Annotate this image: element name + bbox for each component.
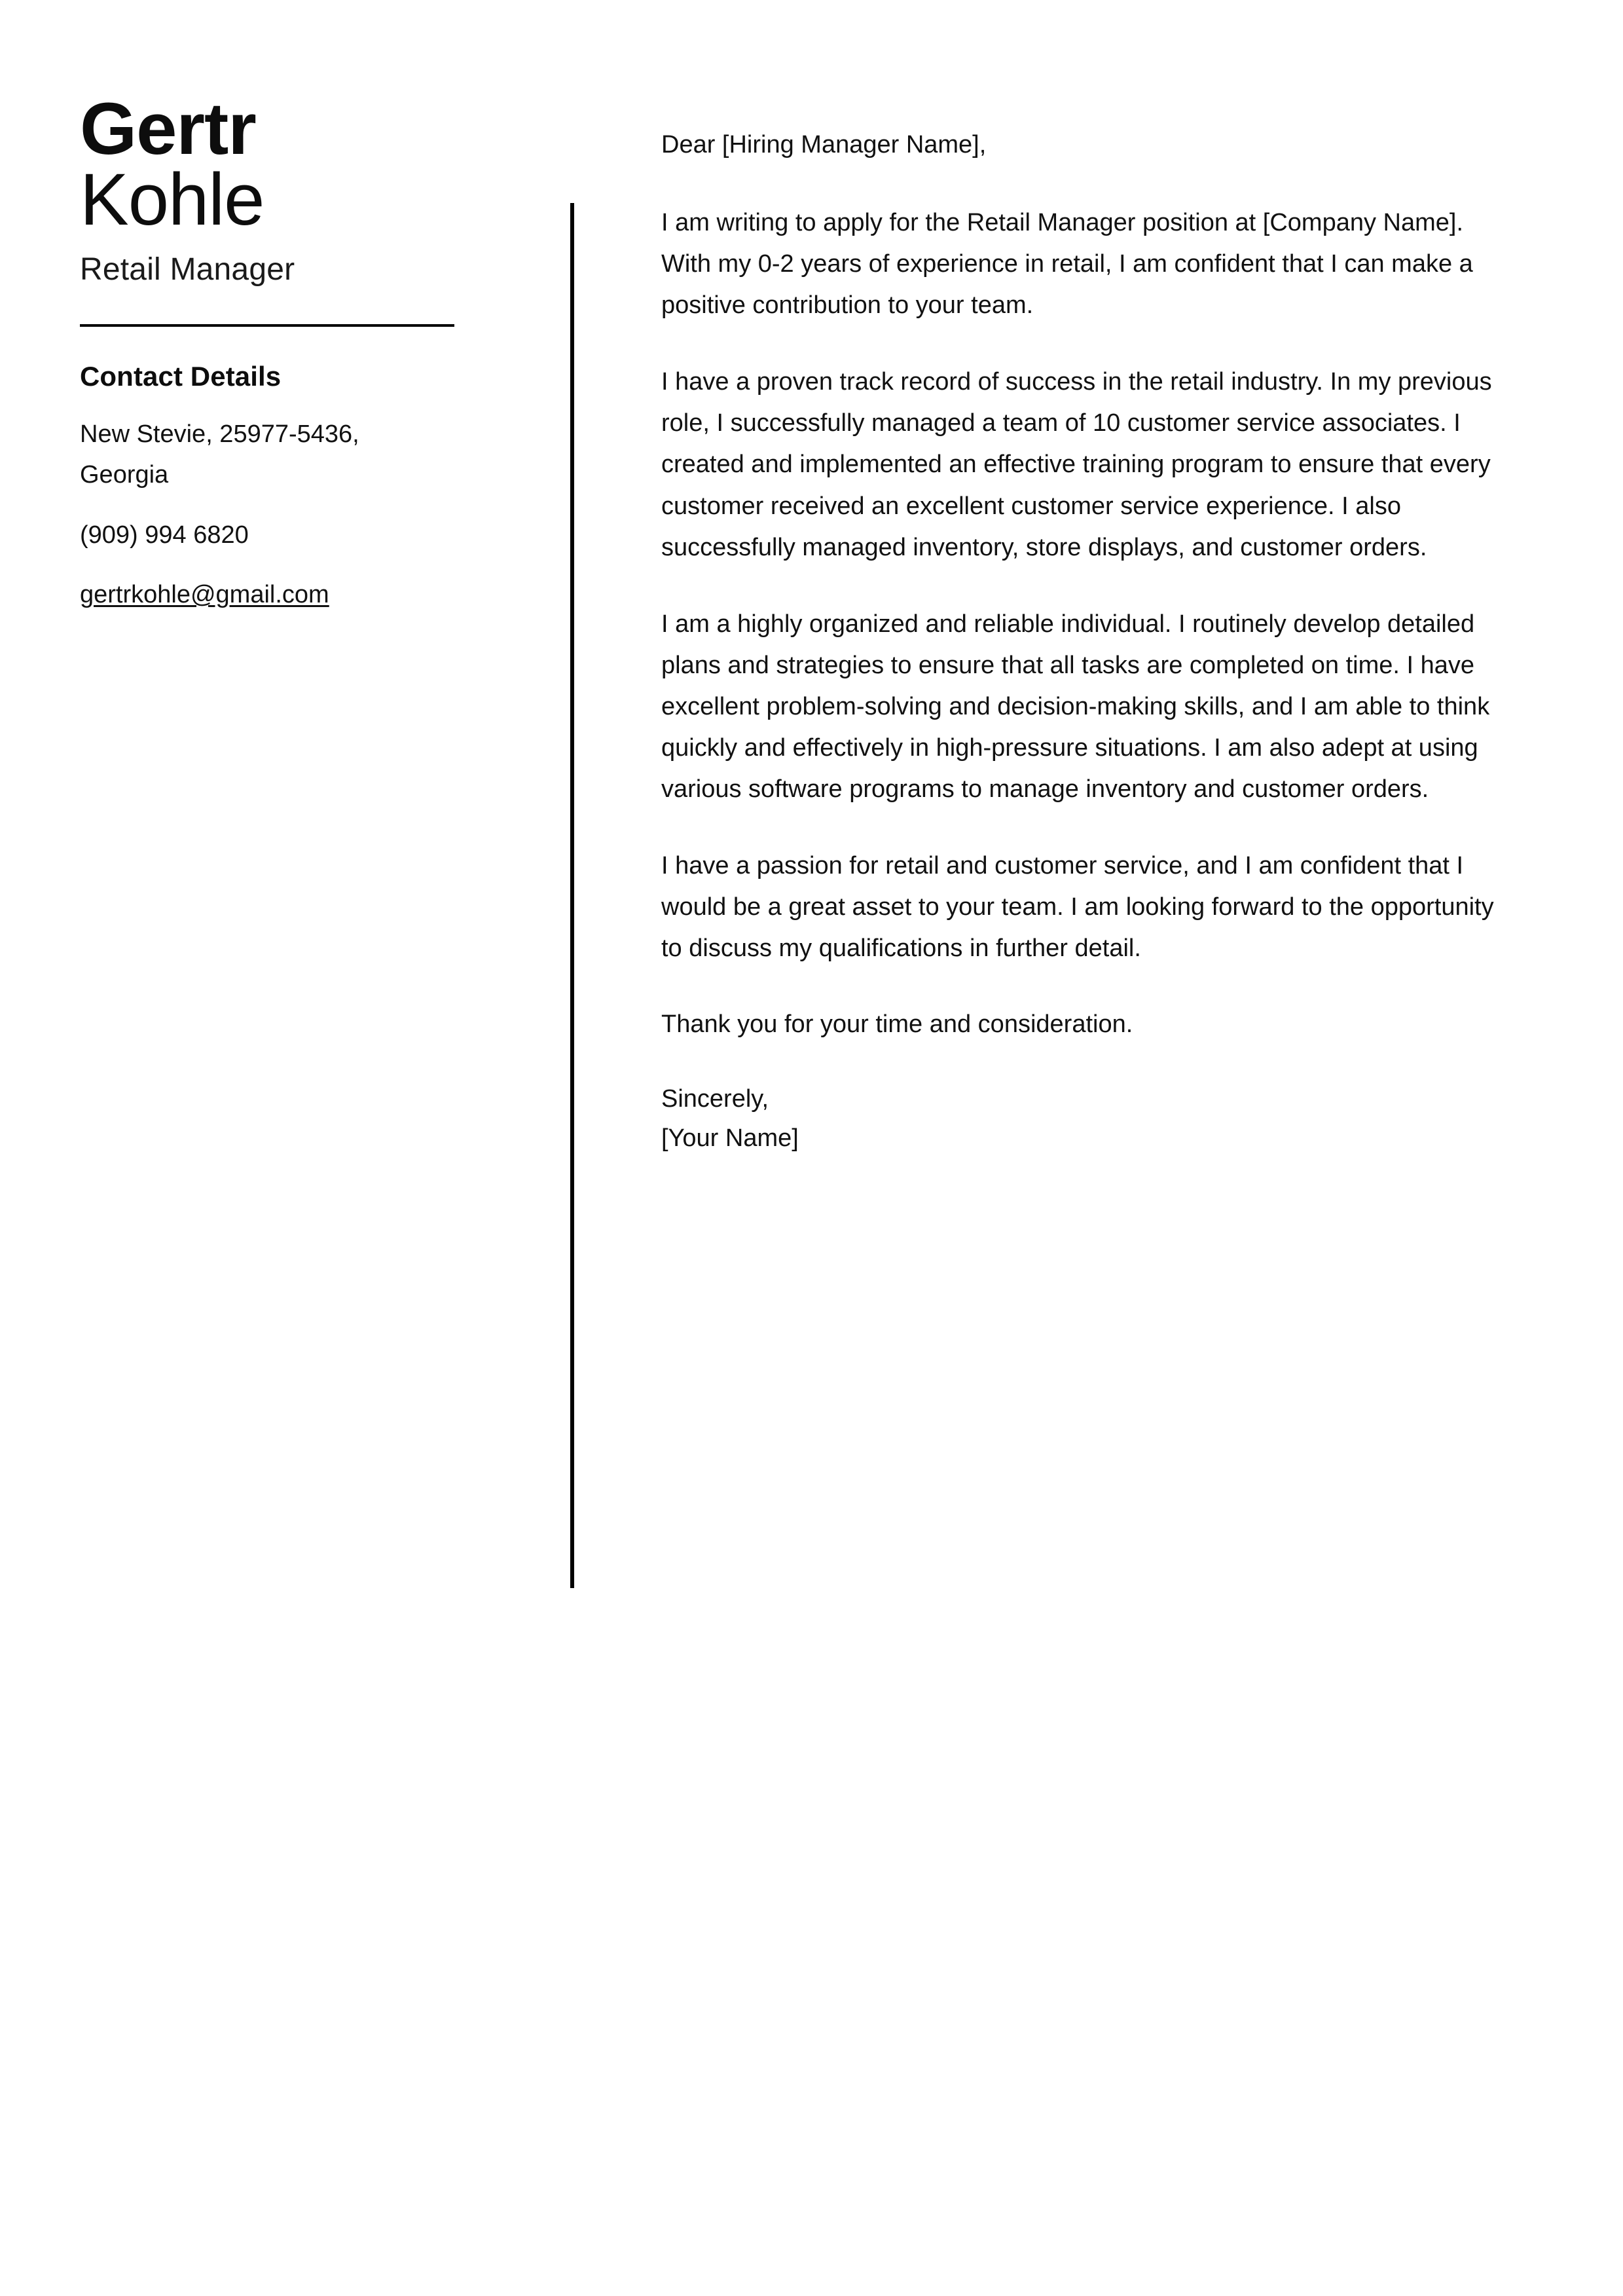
letter-paragraph-1: I am writing to apply for the Retail Manager position at [Company Name]. With my 0-2 years of experience in retail, I am confident that I can make a positive contribution to your team. <box>661 209 1473 320</box>
contact-email[interactable]: gertrkohle@gmail.com <box>80 581 329 609</box>
contact-details-heading: Contact Details <box>80 361 282 392</box>
sidebar <box>80 88 473 635</box>
contact-address: New Stevie, 25977-5436, Georgia <box>80 420 359 489</box>
signoff-name: [Your Name] <box>661 1124 799 1153</box>
vertical-divider <box>570 203 574 1588</box>
letter-paragraph-3: I am a highly organized and reliable individual. I routinely develop detailed plans and strategies to ensure that all tasks are completed on time. I have excellent problem-solving and decision-making skills, and I am able to think quickly and effectively in high-pressure situations. I am also adept at using various software programs to manage inventory and customer orders. <box>661 610 1490 804</box>
first-name: Gertr <box>80 88 256 170</box>
letter-body <box>661 124 1503 1158</box>
letter-signoff <box>661 1079 1503 1158</box>
contact-phone[interactable]: (909) 994 6820 <box>80 521 249 549</box>
letter-thank-you: Thank you for your time and consideration. <box>661 1010 1133 1039</box>
header-divider-rule <box>80 324 454 327</box>
signoff-closing: Sincerely, <box>661 1085 769 1113</box>
last-name: Kohle <box>80 158 264 241</box>
contact-details-list <box>80 415 473 615</box>
candidate-name <box>80 88 473 241</box>
letter-paragraph-2: I have a proven track record of success in the retail industry. In my previous role, I successfully managed a team of 10 customer service associates. I created and implemented an effective training program to ensure that every customer received an excellent customer service experience. I also successfully managed inventory, store displays, and customer orders. <box>661 368 1492 561</box>
letter-salutation: Dear [Hiring Manager Name], <box>661 131 987 158</box>
letter-paragraph-4: I have a passion for retail and customer service, and I am confident that I would be a great asset to your team. I am looking forward to the opportunity to discuss my qualifications in further detail. <box>661 852 1494 963</box>
job-title: Retail Manager <box>80 252 295 287</box>
